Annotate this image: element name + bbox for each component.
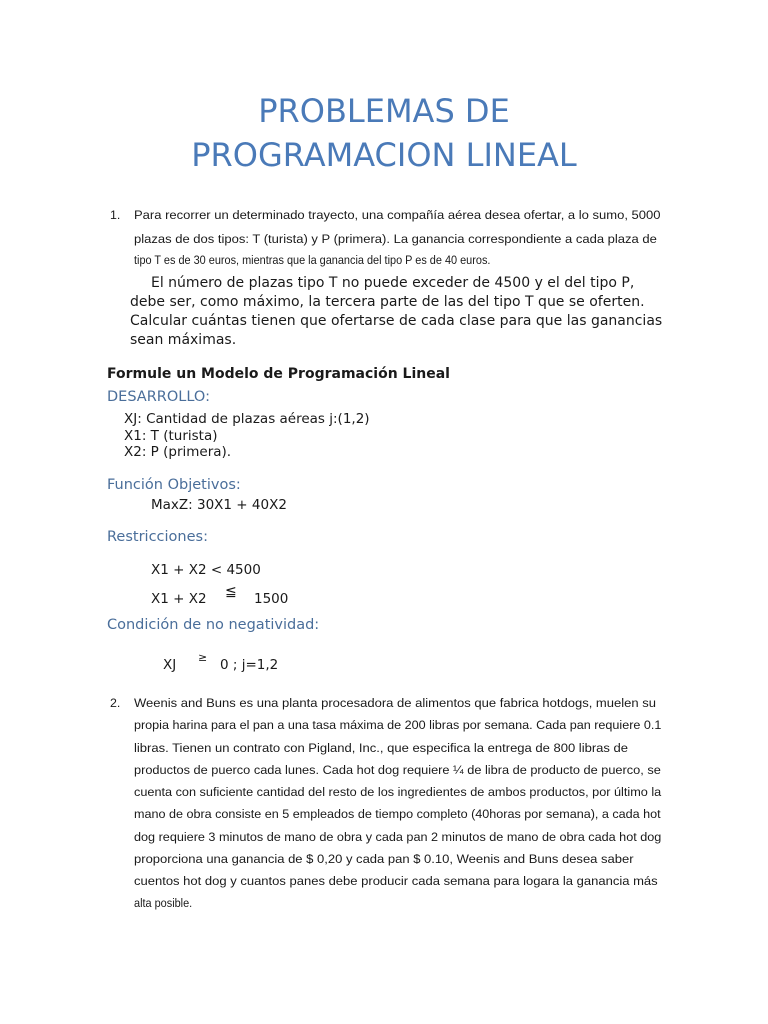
problem-2-line: productos de puerco cada lunes. Cada hot dog requiere ¼ de libra de producto de puerco, se (134, 763, 661, 777)
page-title-line-1: PROBLEMAS DE (258, 92, 510, 130)
problem-2-line: cuentos hot dog y cuantos panes debe producir cada semana para logara la ganancia más (134, 874, 658, 888)
restriction-2-right: 1500 (254, 591, 289, 607)
problem-2-line: libras. Tienen un contrato con Pigland, Inc., que especifica la entrega de 800 libras de (134, 741, 628, 755)
restriction-2-left: X1 + X2 (151, 591, 207, 607)
model-heading: Formule un Modelo de Programación Lineal (107, 366, 450, 382)
problem-2-line: alta posible. (134, 896, 193, 910)
problem-2-line: cuenta con suficiente cantidad del resto de los ingredientes de ambos productos, por último la (134, 785, 662, 799)
restrictions-heading: Restricciones: (107, 529, 208, 545)
problem-2-number: 2. (110, 696, 121, 710)
problem-1-continuation: Calcular cuántas tienen que ofertarse de cada clase para que las ganancias (130, 313, 663, 329)
problem-2-line: dog requiere 3 minutos de mano de obra y cada pan 2 minutos de mano de obra cada hot dog (134, 830, 662, 844)
problem-2-line: Weenis and Buns es una planta procesadora de alimentos que fabrica hotdogs, muelen su (134, 696, 656, 710)
problem-1-line: tipo T es de 30 euros, mientras que la ganancia del tipo P es de 40 euros. (134, 253, 491, 267)
problem-1-continuation: El número de plazas tipo T no puede exceder de 4500 y el del tipo P, (151, 275, 635, 291)
variable-definition: X1: T (turista) (124, 428, 218, 444)
problem-1-continuation: debe ser, como máximo, la tercera parte de las del tipo T que se oferten. (130, 294, 645, 310)
nonnegativity-left: XJ (163, 657, 177, 673)
objective-function: MaxZ: 30X1 + 40X2 (151, 497, 287, 513)
variable-definition: XJ: Cantidad de plazas aéreas j:(1,2) (124, 411, 370, 427)
greater-equal-symbol: ≥ (198, 651, 208, 664)
nonnegativity-right: 0 ; j=1,2 (220, 657, 279, 673)
page-title-line-2: PROGRAMACION LINEAL (191, 136, 577, 174)
problem-1-continuation: sean máximas. (130, 332, 237, 348)
restriction-1: X1 + X2 < 4500 (151, 562, 261, 578)
less-equal-symbol: ≦ (225, 584, 237, 600)
problem-1-line: plazas de dos tipos: T (turista) y P (primera). La ganancia correspondiente a cada plaza de (134, 232, 657, 246)
desarrollo-heading: DESARROLLO: (107, 389, 210, 405)
objective-heading: Función Objetivos: (107, 477, 241, 493)
nonnegativity-heading: Condición de no negatividad: (107, 617, 320, 633)
problem-2-line: propia harina para el pan a una tasa máxima de 200 libras por semana. Cada pan requiere 0.1 (134, 718, 662, 732)
problem-1-number: 1. (110, 208, 121, 222)
problem-1-line: Para recorrer un determinado trayecto, una compañía aérea desea ofertar, a lo sumo, 5000 (134, 208, 661, 222)
problem-2-line: proporciona una ganancia de $ 0,20 y cada pan $ 0.10, Weenis and Buns desea saber (134, 852, 634, 866)
problem-2-line: mano de obra consiste en 5 empleados de tiempo completo (40horas por semana), a cada hot (134, 807, 661, 821)
variable-definition: X2: P (primera). (124, 444, 232, 460)
